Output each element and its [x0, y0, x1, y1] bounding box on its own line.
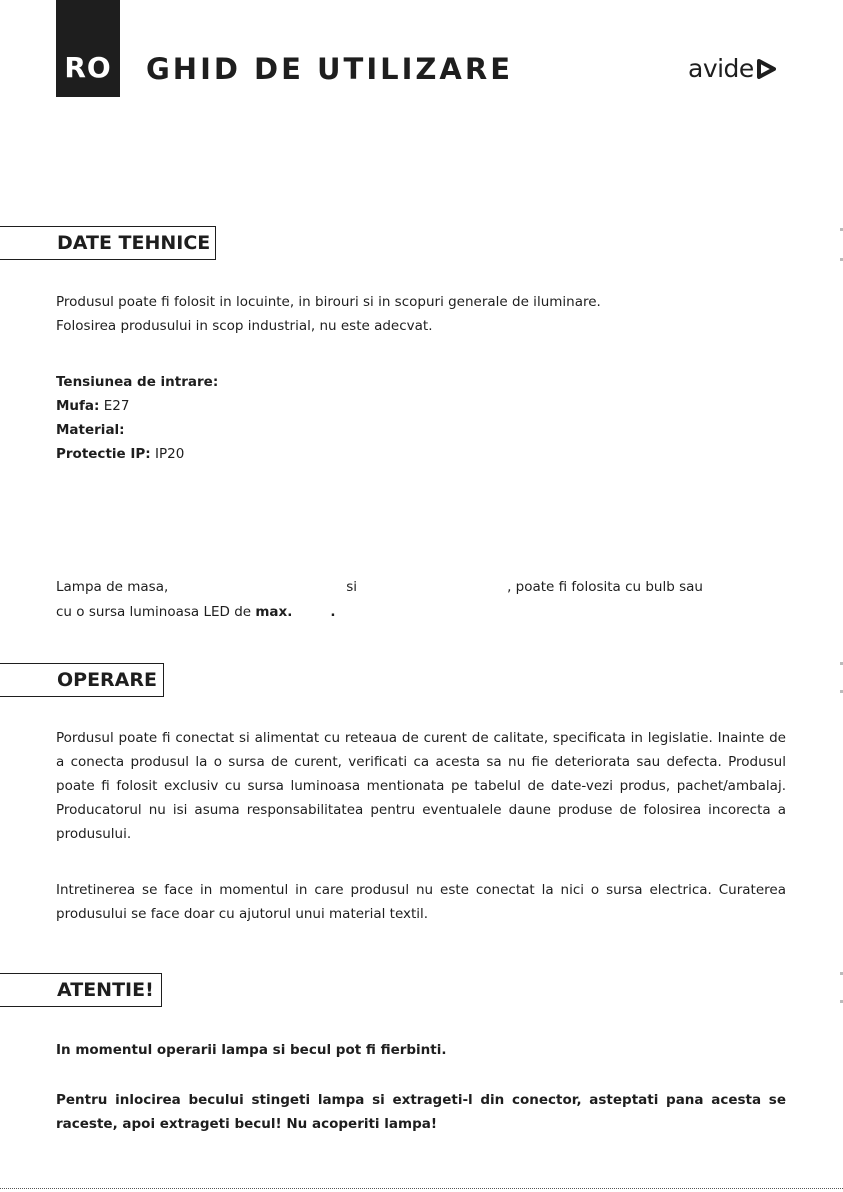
intro-line-2: Folosirea produsului in scop industrial, nu este adecvat.: [56, 318, 433, 334]
warning-bulb-replacement: Pentru inlocirea becului stingeti lampa si extrageti-l din conector, asteptati pana acesta se raceste, apoi extrageti becul! Nu acoperiti lampa!: [56, 1092, 786, 1132]
spec-row: [56, 418, 125, 442]
spec-row: [56, 442, 184, 466]
lamp-text-part: , poate fi folosita cu bulb sau: [507, 579, 703, 595]
lamp-text-part: Lampa de masa,: [56, 579, 169, 595]
spec-label: Mufa:: [56, 398, 100, 414]
lamp-text-part: cu o sursa luminoasa LED de: [56, 604, 256, 620]
bottom-divider: [0, 1188, 843, 1189]
spec-label: Material:: [56, 422, 125, 438]
spec-row: [56, 394, 129, 418]
lamp-description-line-1: [56, 575, 703, 599]
lamp-text-part: si: [346, 579, 358, 595]
section-heading-atentie: ATENTIE!: [0, 973, 162, 1007]
section-heading-date-tehnice: DATE TEHNICE: [0, 226, 216, 260]
section-heading-operare: OPERARE: [0, 663, 164, 697]
operare-paragraph-1: Pordusul poate fi conectat si alimentat cu reteaua de curent de calitate, specificata in legislatie. Inainte de a conecta produsul la o sursa de curent, verificati ca acesta sa nu fie deteriorata sau defecta. Produsul poate fi folosit exclusiv cu sursa luminoasa mentionata pe tabelul de date-vezi produs, pachet/ambalaj. Producatorul nu isi asuma responsabilitatea pentru eventualele daune produse de folosirea incorecta a produsului.: [56, 730, 786, 842]
brand-logo: [688, 54, 776, 83]
brand-name: avide: [688, 54, 754, 83]
intro-line-1: Produsul poate fi folosit in locuinte, in birouri si in scopuri generale de iluminare.: [56, 294, 601, 310]
operare-paragraph-2: Intretinerea se face in momentul in care produsul nu este conectat la nici o sursa electrica. Curaterea produsului se face doar cu ajutorul unui material textil.: [56, 882, 786, 922]
language-badge: RO: [56, 0, 120, 97]
lamp-max-label: max.: [255, 604, 293, 620]
warning-hot: In momentul operarii lampa si becul pot fi fierbinti.: [56, 1042, 447, 1058]
spec-value: IP20: [150, 446, 185, 462]
spec-label: Protectie IP:: [56, 446, 151, 462]
spec-value: E27: [99, 398, 130, 414]
lamp-description-line-2: [56, 600, 336, 624]
page-title: GHID DE UTILIZARE: [146, 52, 514, 86]
play-triangle-icon: [756, 59, 776, 79]
spec-row: [56, 370, 218, 394]
lamp-text-part: .: [330, 604, 336, 620]
spec-label: Tensiunea de intrare:: [56, 374, 219, 390]
